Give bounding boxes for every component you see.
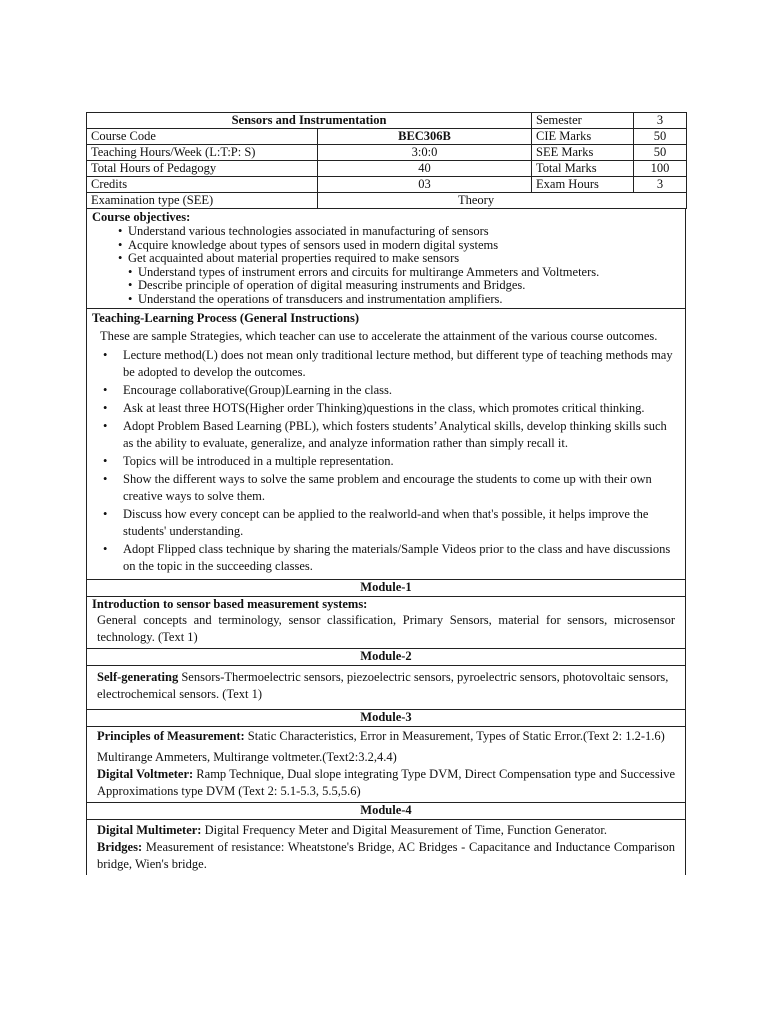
marks-value: 100 bbox=[634, 161, 687, 177]
list-item: • Topics will be introduced in a multiple representation. bbox=[123, 453, 675, 470]
list-item: • Adopt Problem Based Learning (PBL), which fosters students’ Analytical skills, develop thinking skills such as the ability to evaluate, generalize, and analyze information rather than simply recall it. bbox=[123, 418, 675, 452]
list-item: • Get acquainted about material properties required to make sensors bbox=[128, 252, 685, 266]
semester-label: Semester bbox=[532, 113, 634, 129]
title-row bbox=[87, 113, 687, 129]
course-code-row bbox=[87, 129, 687, 145]
exam-type-value: Theory bbox=[318, 193, 687, 209]
row-label: Total Hours of Pedagogy bbox=[87, 161, 318, 177]
module-2-text bbox=[87, 666, 685, 709]
marks-label: CIE Marks bbox=[532, 129, 634, 145]
list-item: • Discuss how every concept can be applied to the realworld-and when that's possible, it helps improve the students' understanding. bbox=[123, 506, 675, 540]
syllabus-page bbox=[86, 112, 686, 875]
marks-value: 3 bbox=[634, 177, 687, 193]
module-4-body bbox=[87, 820, 685, 875]
list-item: • Describe principle of operation of digital measuring instruments and Bridges. bbox=[138, 279, 685, 293]
para-bold: Digital Multimeter: bbox=[97, 823, 202, 837]
credits-row bbox=[87, 177, 687, 193]
module-2-section bbox=[86, 649, 686, 710]
para-text: Static Characteristics, Error in Measurement, Types of Static Error.(Text 2: 1.2-1.6) bbox=[244, 729, 665, 743]
para-text: Measurement of resistance: Wheatstone's Bridge, AC Bridges - Capacitance and Inductance Comparison bridge, Wien's bridge. bbox=[97, 840, 675, 871]
module-3-para-3 bbox=[97, 766, 675, 800]
semester-value: 3 bbox=[634, 113, 687, 129]
teaching-learning-section bbox=[86, 309, 686, 580]
module-2-heading: Module-2 bbox=[87, 649, 685, 666]
list-item: • Adopt Flipped class technique by sharing the materials/Sample Videos prior to the class and have discussions on the topic in the succeeding classes. bbox=[123, 541, 675, 575]
row-label: Teaching Hours/Week (L:T:P: S) bbox=[87, 145, 318, 161]
objectives-list bbox=[87, 225, 685, 308]
exam-type-row bbox=[87, 193, 687, 209]
exam-type-label: Examination type (SEE) bbox=[87, 193, 318, 209]
row-value: 40 bbox=[318, 161, 532, 177]
para-text: Ramp Technique, Dual slope integrating Type DVM, Direct Compensation type and Successive Approximations type DVM (Text 2: 5.1-5.3, 5.5,5.6) bbox=[97, 767, 676, 798]
list-item: • Understand the operations of transducers and instrumentation amplifiers. bbox=[138, 293, 685, 307]
module-4-heading: Module-4 bbox=[87, 803, 685, 820]
list-item: • Show the different ways to solve the same problem and encourage the students to come up with their own creative ways to solve them. bbox=[123, 471, 675, 505]
tlp-title: Teaching-Learning Process (General Instructions) bbox=[92, 311, 360, 325]
row-value: 03 bbox=[318, 177, 532, 193]
module-3-section bbox=[86, 710, 686, 803]
list-item: • Encourage collaborative(Group)Learning in the class. bbox=[123, 382, 675, 399]
course-objectives-section bbox=[86, 209, 686, 309]
course-header-table bbox=[86, 112, 687, 209]
para-bold: Bridges: bbox=[97, 840, 143, 854]
module-1-heading: Module-1 bbox=[87, 580, 685, 597]
marks-value: 50 bbox=[634, 145, 687, 161]
module-2-bold: Self-generating bbox=[97, 670, 179, 684]
course-title: Sensors and Instrumentation bbox=[87, 113, 532, 129]
row-value: 3:0:0 bbox=[318, 145, 532, 161]
module-1-title: Introduction to sensor based measurement systems: bbox=[92, 597, 368, 611]
pedagogy-hours-row bbox=[87, 161, 687, 177]
module-3-para-1 bbox=[97, 728, 675, 745]
list-item: • Acquire knowledge about types of sensors used in modern digital systems bbox=[128, 239, 685, 253]
module-3-para-2: Multirange Ammeters, Multirange voltmeter.(Text2:3.2,4.4) bbox=[97, 750, 397, 764]
module-3-body bbox=[87, 727, 685, 802]
list-item: • Ask at least three HOTS(Higher order Thinking)questions in the class, which promotes critical thinking. bbox=[123, 400, 675, 417]
list-item: • Lecture method(L) does not mean only traditional lecture method, but different type of teaching methods may be adopted to develop the outcomes. bbox=[123, 347, 675, 381]
row-label: Course Code bbox=[87, 129, 318, 145]
module-3-heading: Module-3 bbox=[87, 710, 685, 727]
marks-value: 50 bbox=[634, 129, 687, 145]
marks-label: Exam Hours bbox=[532, 177, 634, 193]
list-item: • Understand types of instrument errors and circuits for multirange Ammeters and Voltmeters. bbox=[138, 266, 685, 280]
course-objectives-title: Course objectives: bbox=[92, 210, 191, 224]
row-label: Credits bbox=[87, 177, 318, 193]
tlp-intro: These are sample Strategies, which teacher can use to accelerate the attainment of the various course outcomes. bbox=[100, 329, 658, 343]
row-value: BEC306B bbox=[318, 129, 532, 145]
module-1-text: General concepts and terminology, sensor classification, Primary Sensors, material for sensors, microsensor technology. (Text 1) bbox=[97, 613, 675, 644]
para-bold: Principles of Measurement: bbox=[97, 729, 245, 743]
module-4-section bbox=[86, 803, 686, 875]
marks-label: Total Marks bbox=[532, 161, 634, 177]
module-1-section bbox=[86, 580, 686, 649]
module-4-para-1 bbox=[97, 822, 675, 839]
module-4-para-2 bbox=[97, 839, 675, 873]
para-text: Digital Frequency Meter and Digital Measurement of Time, Function Generator. bbox=[201, 823, 607, 837]
marks-label: SEE Marks bbox=[532, 145, 634, 161]
module-2-rest: Sensors-Thermoelectric sensors, piezoelectric sensors, pyroelectric sensors, photovoltaic sensors, electrochemical sensors. (Text 1) bbox=[97, 670, 669, 701]
tlp-list bbox=[87, 347, 685, 579]
para-bold: Digital Voltmeter: bbox=[97, 767, 194, 781]
teaching-hours-row bbox=[87, 145, 687, 161]
list-item: • Understand various technologies associated in manufacturing of sensors bbox=[128, 225, 685, 239]
